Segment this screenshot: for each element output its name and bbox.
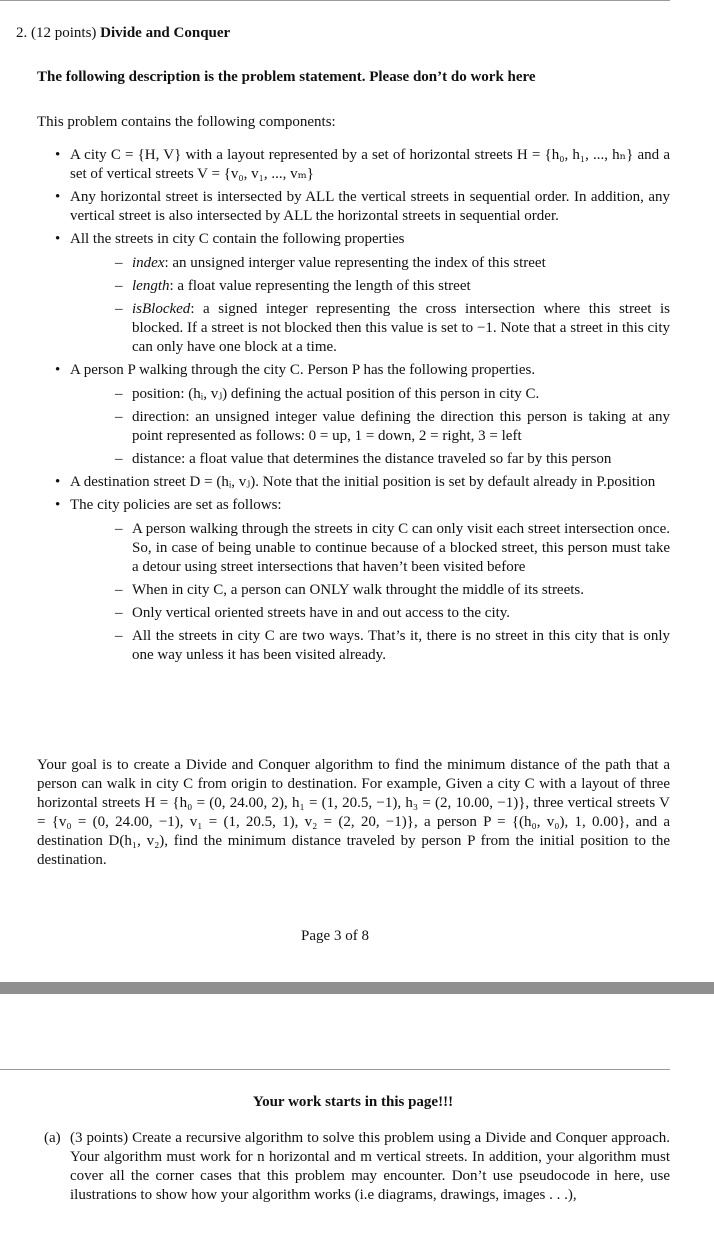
intro-text: This problem contains the following components: bbox=[37, 114, 336, 130]
bullet-icon: • bbox=[55, 231, 61, 247]
list-item-street-properties bbox=[37, 230, 670, 357]
list-item-policies bbox=[37, 496, 670, 665]
intersections-text: Any horizontal street is intersected by ALL the vertical streets in sequential order. In addition, any vertical street is also intersected by ALL the horizontal streets in sequential order. bbox=[70, 189, 670, 224]
dash-icon: – bbox=[115, 451, 123, 467]
question-number: 2. bbox=[16, 25, 28, 41]
page-number: Page 3 of 8 bbox=[301, 928, 369, 944]
bullet-icon: • bbox=[55, 362, 61, 378]
dash-icon: – bbox=[115, 301, 123, 317]
part-a-label: (a) bbox=[44, 1130, 61, 1146]
sublist-item-visit-once bbox=[70, 520, 670, 577]
access-text: Only vertical oriented streets have in and out access to the city. bbox=[132, 605, 511, 621]
direction-text: direction: an unsigned integer value defining the direction this person is taking at any point represented as follows: 0 = up, 1 = down, 2 = right, 3 = left bbox=[132, 409, 670, 444]
sublist-item-index bbox=[70, 254, 670, 273]
work-heading: Your work starts in this page!!! bbox=[252, 1094, 454, 1110]
sublist-item-access bbox=[70, 604, 670, 623]
middle-text: When in city C, a person can ONLY walk throught the middle of its streets. bbox=[132, 582, 585, 598]
street-properties-sublist bbox=[70, 254, 670, 357]
isblocked-text: : a signed integer representing the cross intersection where this street is blocked. If a street is not blocked then this value is set to −1. Note that a street in this city can only have one block at a time. bbox=[132, 301, 670, 355]
dash-icon: – bbox=[115, 409, 123, 425]
part-a bbox=[44, 1129, 670, 1205]
length-text: : a float value representing the length of this street bbox=[169, 278, 471, 294]
index-text: : an unsigned interger value representing the index of this street bbox=[164, 255, 546, 271]
distance-text: distance: a float value that determines the distance traveled so far by this person bbox=[132, 451, 612, 467]
question-title: Divide and Conquer bbox=[100, 25, 231, 41]
dash-icon: – bbox=[115, 521, 123, 537]
question-header bbox=[16, 24, 230, 43]
page-gap bbox=[0, 982, 714, 994]
list-item-city bbox=[37, 146, 670, 184]
person-sublist bbox=[70, 385, 670, 469]
position-text: position: (hᵢ, vⱼ) defining the actual position of this person in city C. bbox=[132, 386, 540, 402]
dash-icon: – bbox=[115, 386, 123, 402]
sublist-item-two-ways bbox=[70, 627, 670, 665]
sublist-item-position bbox=[70, 385, 670, 404]
destination-text: A destination street D = (hᵢ, vⱼ). Note that the initial position is set by default already in P.position bbox=[70, 474, 656, 490]
bullet-icon: • bbox=[55, 147, 61, 163]
policies-text: The city policies are set as follows: bbox=[70, 497, 282, 513]
part-a-text: (3 points) Create a recursive algorithm to solve this problem using a Divide and Conquer approach. Your algorithm must work for n horizontal and m vertical streets. In addition, your algorithm must cover all the corner cases that this problem may encounter. Don’t use pseudocode in here, use ilustrations to show how your algorithm works (i.e diagrams, drawings, images . . .), bbox=[70, 1130, 670, 1203]
dash-icon: – bbox=[115, 255, 123, 271]
bullet-icon: • bbox=[55, 497, 61, 513]
bullet-icon: • bbox=[55, 474, 61, 490]
dash-icon: – bbox=[115, 628, 123, 644]
sublist-item-direction bbox=[70, 408, 670, 446]
list-item-destination bbox=[37, 473, 670, 492]
list-item-person bbox=[37, 361, 670, 469]
goal-paragraph: Your goal is to create a Divide and Conquer algorithm to find the minimum distance of the path that a person can walk in city C from origin to destination. For example, Given a city C with a layout of three horizontal streets H = {h₀ = (0, 24.00, 2), h₁ = (1, 20.5, −1), h₃ = (2, 10.00, −1)}, three vertical streets V = {v₀ = (0, 24.00, −1), v₁ = (1, 20.5, 1), v₂ = (2, 20, −1)}, a person P = {(h₀, v₀), 1, 0.00}, and a destination D(h₁, v₂), find the minimum distance traveled by person P from the initial position to the destination. bbox=[37, 757, 670, 868]
sublist-item-distance bbox=[70, 450, 670, 469]
visit-once-text: A person walking through the streets in city C can only visit each street intersection once. So, in case of being unable to continue because of a blocked street, this person must take a detour using street intersections that haven’t been visited before bbox=[132, 521, 670, 575]
components-list bbox=[37, 146, 670, 669]
policies-sublist bbox=[70, 520, 670, 665]
sublist-item-isblocked bbox=[70, 300, 670, 357]
statement-heading: The following description is the problem statement. Please don’t do work here bbox=[37, 69, 536, 85]
dash-icon: – bbox=[115, 278, 123, 294]
sublist-item-middle bbox=[70, 581, 670, 600]
street-properties-text: All the streets in city C contain the following properties bbox=[70, 231, 405, 247]
dash-icon: – bbox=[115, 605, 123, 621]
isblocked-term: isBlocked bbox=[132, 301, 191, 317]
person-text: A person P walking through the city C. Person P has the following properties. bbox=[70, 362, 536, 378]
list-item-intersections bbox=[37, 188, 670, 226]
top-page-rule bbox=[0, 0, 670, 1]
sublist-item-length bbox=[70, 277, 670, 296]
city-text: A city C = {H, V} with a layout represented by a set of horizontal streets H = {h₀, h₁, ..., hₙ} and a set of vertical streets V = {v₀, v₁, ..., vₘ} bbox=[70, 147, 670, 182]
bullet-icon: • bbox=[55, 189, 61, 205]
page-rule bbox=[0, 1069, 670, 1070]
index-term: index bbox=[132, 255, 165, 271]
two-ways-text: All the streets in city C are two ways. That’s it, there is no street in this city that is only one way unless it has been visited already. bbox=[132, 628, 670, 663]
length-term: length bbox=[132, 278, 170, 294]
question-points: (12 points) bbox=[31, 25, 97, 41]
dash-icon: – bbox=[115, 582, 123, 598]
page-4 bbox=[0, 994, 714, 1242]
